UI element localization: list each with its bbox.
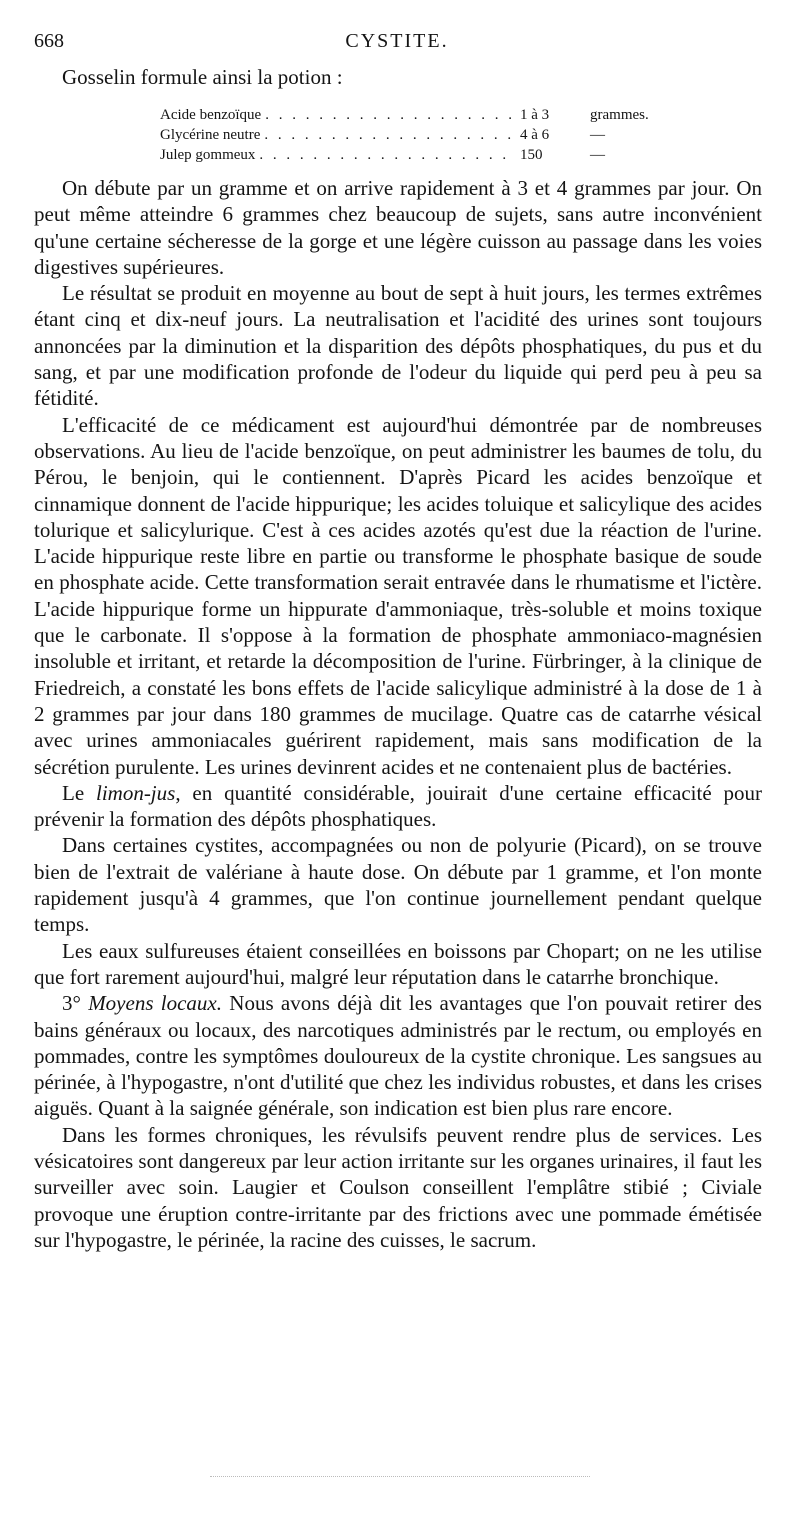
formula-row xyxy=(160,105,680,125)
paragraph-limon-jus xyxy=(34,780,762,833)
text-run: Nous avons déjà dit les avantages que l'on pouvait retirer des bains généraux ou locaux, des narcotiques administrés par le rectum, ou employés en pommades, contre les symptômes douloureux de la cystite chronique. Les sangsues au périnée, à l'hypogastre, n'ont d'utilité que chez les individus robustes, et dans les crises aiguës. Quant à la saignée générale, son indication est bien plus rare encore. xyxy=(34,991,762,1121)
formula-quantity: 1 à 3 xyxy=(520,107,550,123)
paragraph-dosage: On débute par un gramme et on arrive rapidement à 3 et 4 grammes par jour. On peut même atteindre 6 grammes chez beaucoup de sujets, sans autre inconvénient qu'une certaine sécheresse de la gorge et une légère cuisson au passage dans les voies digestives supérieures. xyxy=(34,176,762,279)
page-body xyxy=(34,64,762,1253)
formula-quantity: 150 xyxy=(520,147,543,163)
paragraph-results: Le résultat se produit en moyenne au bout de sept à huit jours, les termes extrêmes étant cinq et dix-neuf jours. La neutralisation et l'acidité des urines sont toujours annoncées par la diminution et la disparition des dépôts phosphatiques, du pus et du sang, et par une modification profonde de l'odeur du liquide qui perd peu à peu sa fétidité. xyxy=(34,281,762,411)
paragraph-efficacy: L'efficacité de ce médicament est aujourd'hui démontrée par de nombreuses observations. Au lieu de l'acide benzoïque, on peut administrer les baumes de tolu, du Pérou, le benjoin, qui le contiennent. D'après Picard les acides benzoïque et cinnamique donnent de l'acide hippurique; les acides toluique et salicylique des acides tolurique et salicylurique. C'est à ces acides azotés qu'est due la réaction de l'urine. L'acide hippurique reste libre en partie ou transforme le phosphate basique de soude en phosphate acide. Cette transformation serait entravée dans le rhumatisme et l'ictère. L'acide hippurique forme un hippurate d'ammoniaque, très-soluble et moins toxique que le carbonate. Il s'oppose à la formation de phosphate ammoniaco-magnésien insoluble et irritant, et retarde la décomposition de l'urine. Fürbringer, à la clinique de Friedreich, a constaté les bons effets de l'acide salicylique administré à la dose de 1 à 2 grammes par jour dans 180 grammes de mucilage. Quatre cas de catarrhe vésical avec urines ammoniacales guérirent rapidement, mais sans modification de la sécrétion purulente. Les urines devinrent acides et ne contenaient plus de bactéries. xyxy=(34,412,762,779)
formula-intro: Gosselin formule ainsi la potion : xyxy=(62,65,343,89)
text-run: Le xyxy=(62,780,96,805)
formula-ingredient: Julep gommeux xyxy=(160,147,256,163)
footer-dotted-rule xyxy=(210,1476,590,1477)
formula-quantity: 4 à 6 xyxy=(520,127,550,143)
formula-row xyxy=(160,145,680,165)
italic-heading: Moyens locaux. xyxy=(88,991,223,1016)
formula-unit: grammes. xyxy=(590,107,649,123)
prescription-formula xyxy=(160,105,680,165)
paragraph-eaux-sulfureuses: Les eaux sulfureuses étaient conseillées en boissons par Chopart; on ne les utilise que fort rarement aujourd'hui, malgré leur réputation dans le catarrhe bronchique. xyxy=(34,938,762,989)
formula-row xyxy=(160,125,680,145)
paragraph-valeriane: Dans certaines cystites, accompagnées ou non de polyurie (Picard), on se trouve bien de l'extrait de valériane à haute dose. On débute par 1 gramme, et l'on monte rapidement jusqu'à 4 grammes, que l'on continue journellement pendant quelque temps. xyxy=(34,833,762,937)
text-run: , en quantité considérable, jouirait d'une certaine efficacité pour prévenir la formation des dépôts phosphatiques. xyxy=(34,780,762,832)
formula-unit: — xyxy=(590,147,605,163)
formula-unit: — xyxy=(590,127,605,143)
leader-dots xyxy=(264,125,516,145)
page-number: 668 xyxy=(34,30,64,52)
formula-ingredient: Acide benzoïque xyxy=(160,107,262,123)
leader-dots xyxy=(259,145,516,165)
paragraph-moyens-locaux xyxy=(34,990,762,1121)
leader-dots xyxy=(265,105,516,125)
running-title: CYSTITE. xyxy=(345,30,449,52)
formula-ingredient: Glycérine neutre xyxy=(160,127,261,143)
italic-term: limon-jus xyxy=(95,780,176,805)
page-header xyxy=(34,30,760,60)
paragraph-formes-chroniques: Dans les formes chroniques, les révulsifs peuvent rendre plus de services. Les vésicatoires sont dangereux par leur action irritante sur les organes urinaires, il faut les surveiller avec soin. Laugier et Coulson conseillent l'emplâtre stibié ; Civiale provoque une éruption contre-irritante par des frictions avec une pommade émétisée sur l'hypogastre, le périnée, la racine des cuisses, le sacrum. xyxy=(34,1122,762,1252)
text-run: 3° xyxy=(62,991,89,1016)
